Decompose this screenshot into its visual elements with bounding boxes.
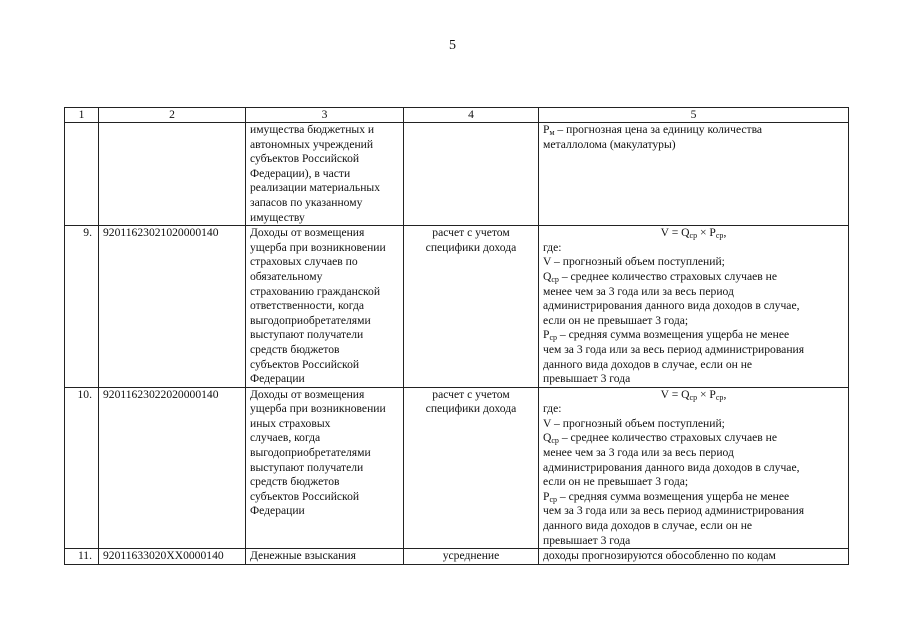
budget-code	[99, 123, 246, 226]
text-line: V – прогнозный объем поступлений;	[543, 416, 725, 430]
text-line: выгодоприобретателями	[250, 313, 371, 327]
text-line: администрирования данного вида доходов в случае,	[543, 460, 800, 474]
text-line: средств бюджетов	[250, 475, 340, 489]
text-line: страхованию гражданской	[250, 284, 381, 298]
text-line: автономных учреждений	[250, 137, 374, 151]
text-line: если он не превышает 3 года;	[543, 313, 689, 327]
text-line: ущерба при возникновении	[250, 402, 386, 416]
text-line: где:	[543, 240, 562, 254]
text-line: расчет с учетом	[432, 226, 510, 240]
text-line: $Q_{ср}$ – среднее количество страховых случаев не	[543, 269, 777, 284]
budget-code: 92011623021020000140	[99, 226, 246, 388]
text-line: менее чем за 3 года или за весь период	[543, 284, 734, 298]
text-line: металлолома (макулатуры)	[543, 137, 676, 151]
forecast-method	[404, 387, 539, 549]
text-line: случаев, когда	[250, 431, 321, 445]
text-line: превышает 3 года	[543, 533, 631, 547]
text-line: ущерба при возникновении	[250, 240, 386, 254]
text-line: $P_{ср}$ – средняя сумма возмещения ущерба не менее	[543, 489, 790, 504]
text-line: V – прогнозный объем поступлений;	[543, 255, 725, 269]
text-line: где:	[543, 402, 562, 416]
column-header: 5	[539, 108, 849, 123]
text-line: иных страховых	[250, 416, 331, 430]
text-line: $P_{ср}$ – средняя сумма возмещения ущерба не менее	[543, 328, 790, 343]
table-row	[65, 549, 849, 565]
text-line: Федерации	[250, 504, 305, 518]
revenue-name	[246, 226, 404, 388]
text-line: ответственности, когда	[250, 299, 365, 313]
text-line: страховых случаев по	[250, 255, 358, 269]
text-line: чем за 3 года или за весь период администрирования	[543, 342, 805, 356]
text-line: Федерации	[250, 372, 305, 386]
formula: $V = Q_{ср} \times P_{ср}$,	[660, 387, 727, 402]
text-line: выступают получатели	[250, 328, 364, 342]
text-line: имущества бюджетных и	[250, 123, 375, 136]
table-row	[65, 226, 849, 388]
row-number	[65, 123, 99, 226]
budget-code: 92011623022020000140	[99, 387, 246, 549]
text-line: чем за 3 года или за весь период администрирования	[543, 504, 805, 518]
calculation-description	[539, 226, 849, 388]
text-line: превышает 3 года	[543, 372, 631, 386]
text-line: специфики дохода	[425, 240, 517, 254]
text-line: выступают получатели	[250, 460, 364, 474]
column-header: 1	[65, 108, 99, 123]
row-number: 9.	[65, 226, 99, 388]
text-line: субъектов Российской	[250, 152, 360, 166]
text-line: специфики дохода	[425, 402, 517, 416]
calculation-description	[539, 387, 849, 549]
text-line: запасов по указанному	[250, 195, 363, 209]
text-line: субъектов Российской	[250, 357, 360, 371]
calculation-description	[539, 123, 849, 226]
table-header-row	[65, 108, 849, 123]
text-line: субъектов Российской	[250, 489, 360, 503]
text-line: имуществу	[250, 210, 305, 224]
budget-code: 92011633020XX0000140	[99, 549, 246, 565]
row-number: 10.	[65, 387, 99, 549]
text-line: средств бюджетов	[250, 342, 340, 356]
text-line: менее чем за 3 года или за весь период	[543, 446, 734, 460]
column-header: 2	[99, 108, 246, 123]
forecast-method	[404, 226, 539, 388]
text-line: Федерации), в части	[250, 166, 351, 180]
text-line: администрирования данного вида доходов в случае,	[543, 299, 800, 313]
forecast-method: усреднение	[404, 549, 539, 565]
revenue-name	[246, 123, 404, 226]
formula: $V = Q_{ср} \times P_{ср}$,	[660, 226, 727, 241]
text-line: данного вида доходов в случае, если он не	[543, 357, 753, 371]
revenue-name	[246, 387, 404, 549]
row-number: 11.	[65, 549, 99, 565]
revenue-name: Денежные взыскания	[246, 549, 404, 565]
text-line: обязательному	[250, 269, 323, 283]
text-line: Доходы от возмещения	[250, 226, 365, 240]
calculation-description: доходы прогнозируются обособленно по кодам	[539, 549, 849, 565]
page-number: 5	[449, 38, 456, 53]
text-line: реализации материальных	[250, 181, 380, 195]
text-line: данного вида доходов в случае, если он не	[543, 519, 753, 533]
forecast-method	[404, 123, 539, 226]
column-header: 3	[246, 108, 404, 123]
text-line: Доходы от возмещения	[250, 387, 365, 401]
text-line: расчет с учетом	[432, 387, 510, 401]
text-line: выгодоприобретателями	[250, 446, 371, 460]
column-header: 4	[404, 108, 539, 123]
table-row	[65, 123, 849, 226]
text-line: $P_м$ – прогнозная цена за единицу количества	[543, 123, 763, 137]
text-line: если он не превышает 3 года;	[543, 475, 689, 489]
text-line: $Q_{ср}$ – среднее количество страховых случаев не	[543, 431, 777, 446]
revenue-forecast-table	[64, 107, 849, 565]
table-row	[65, 387, 849, 549]
